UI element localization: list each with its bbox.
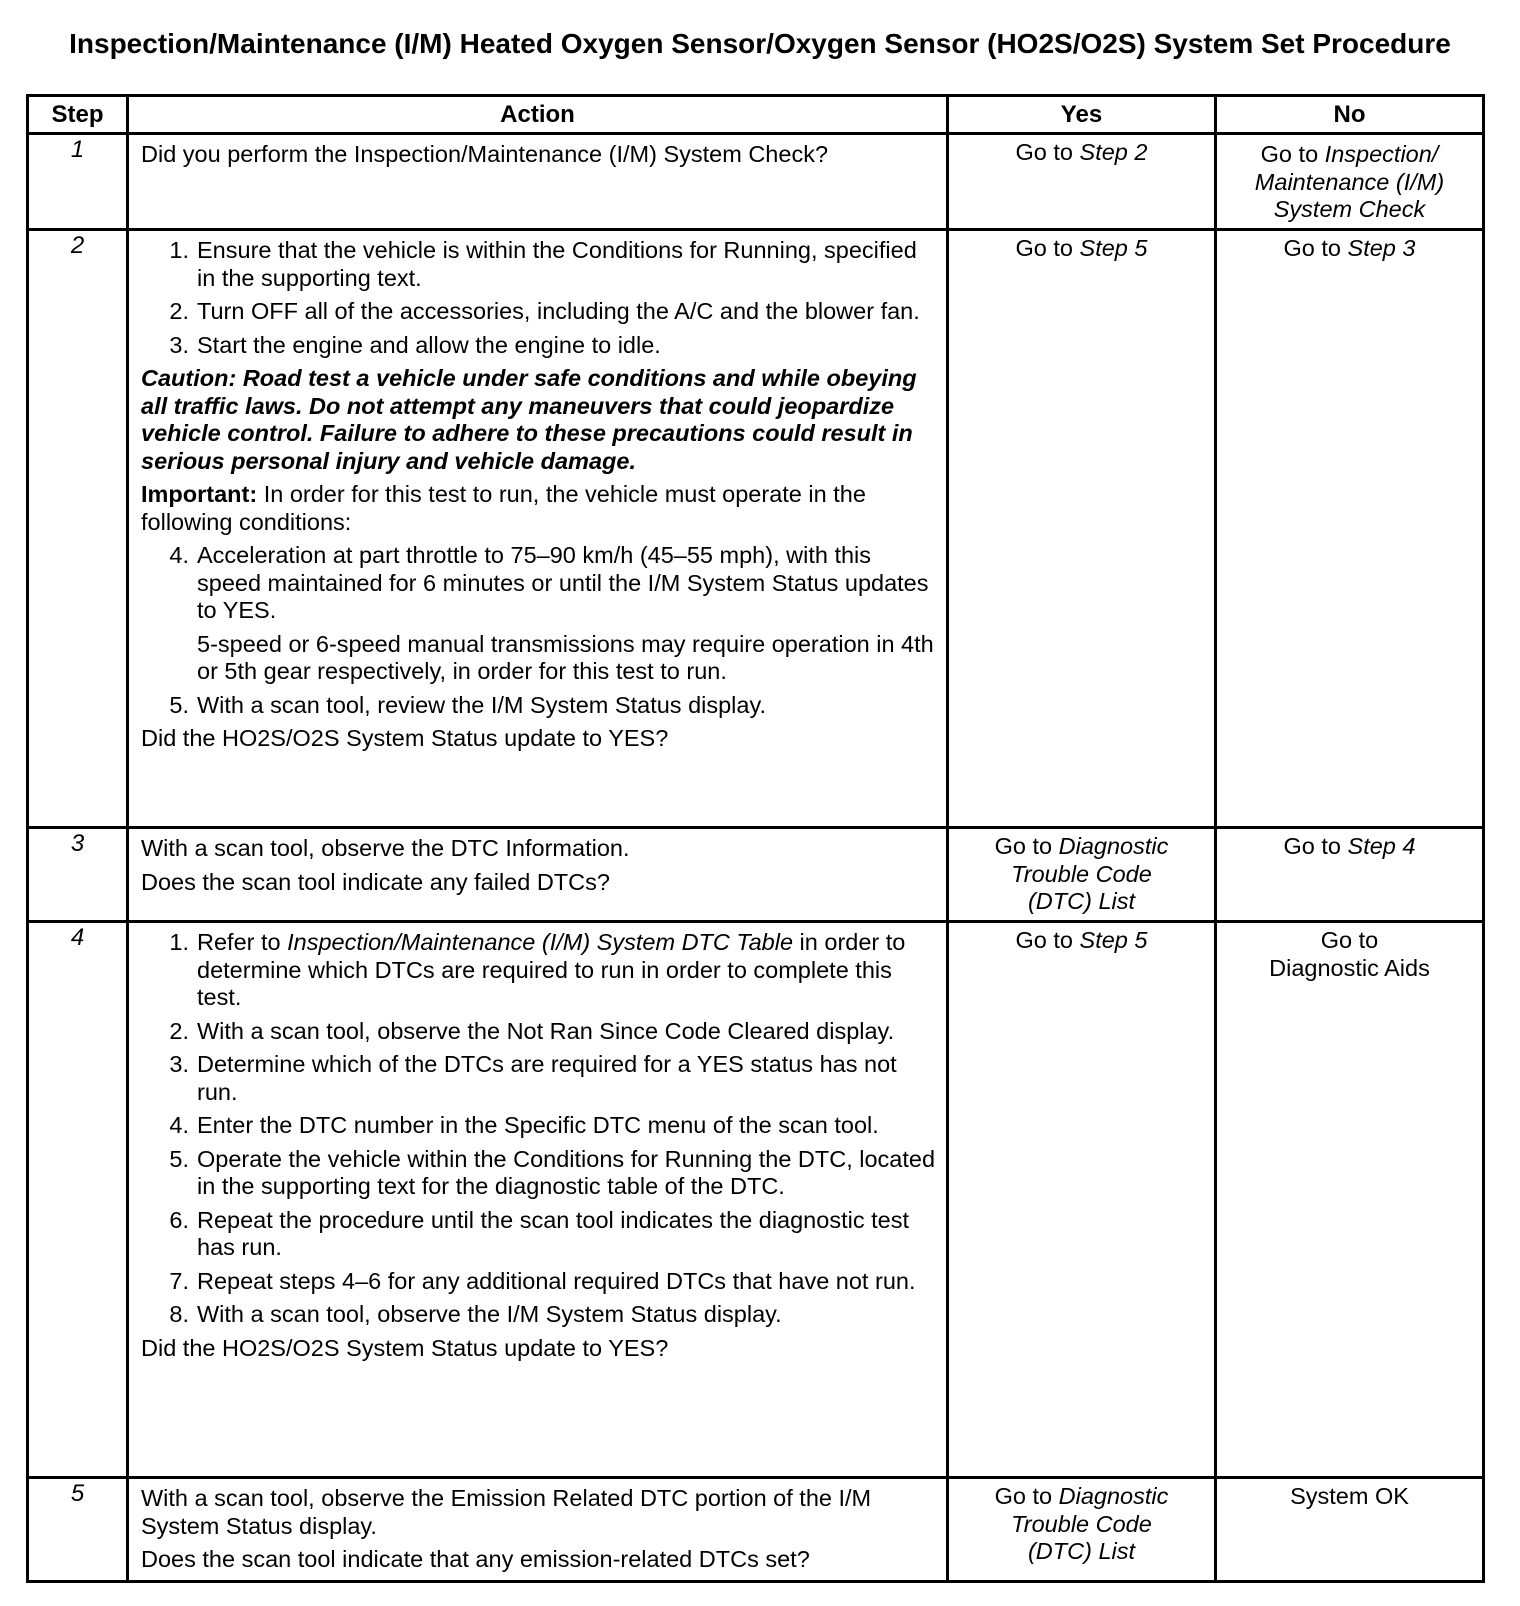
table-row — [28, 922, 1484, 1478]
list-item: 6. Repeat the procedure until the scan tool indicates the diagnostic test has run. — [169, 1206, 909, 1260]
action-cell — [128, 230, 948, 828]
system-ok-text: System OK — [1290, 1483, 1409, 1509]
yes-link-step-2[interactable]: Step 2 — [1079, 139, 1148, 165]
action-text: With a scan tool, observe the Emission Related DTC portion of the I/M System Status display. — [141, 1485, 872, 1539]
action-cell — [128, 922, 948, 1478]
step-question: Does the scan tool indicate that any emission-related DTCs set? — [141, 1546, 810, 1572]
step-question: Did the HO2S/O2S System Status update to YES? — [141, 1334, 669, 1361]
step-list — [141, 929, 938, 1329]
no-cell — [1216, 230, 1484, 828]
no-prefix: Go to — [1283, 235, 1348, 261]
no-cell — [1216, 922, 1484, 1478]
no-prefix: Go to — [1260, 141, 1325, 167]
step-list — [141, 542, 938, 625]
no-prefix: Go to — [1320, 927, 1379, 953]
list-item: 4. Enter the DTC number in the Specific DTC menu of the scan tool. — [169, 1112, 879, 1138]
step-question: Did you perform the Inspection/Maintenance (I/M) System Check? — [141, 141, 829, 167]
caution-text: Caution: Road test a vehicle under safe conditions and while obeying all traffic laws. Do not attempt any maneuvers that could jeopardize vehicle control. Failure to adhere to these precautions could result in serious personal injury and vehicle damage. — [141, 365, 917, 474]
no-cell — [1216, 1478, 1484, 1582]
step-question: Does the scan tool indicate any failed DTCs? — [141, 868, 610, 895]
step-number: 2 — [28, 230, 128, 828]
list-item: 2. Turn OFF all of the accessories, including the A/C and the blower fan. — [169, 298, 920, 324]
yes-prefix: Go to — [1015, 139, 1080, 165]
action-cell — [128, 828, 948, 922]
yes-cell — [948, 1478, 1216, 1582]
list-item: 1. Refer to Inspection/Maintenance (I/M) System DTC Table in order to determine which DTCs are required to run in order to complete this test. — [169, 929, 906, 1010]
table-header-row — [28, 96, 1484, 134]
page-title: Inspection/Maintenance (I/M) Heated Oxygen Sensor/Oxygen Sensor (HO2S/O2S) System Set Procedure — [69, 28, 1451, 59]
important-note — [141, 481, 938, 536]
yes-prefix: Go to — [1015, 235, 1080, 261]
table-row — [28, 1478, 1484, 1582]
header-yes: Yes — [948, 96, 1216, 134]
no-link-step-4[interactable]: Step 4 — [1347, 833, 1416, 859]
yes-link-dtc-list[interactable]: Diagnostic Trouble Code (DTC) List — [1011, 833, 1169, 914]
list-item: 4. Acceleration at part throttle to 75–90 km/h (45–55 mph), with this speed maintained for 6 minutes or until the I/M System Status updates to YES. — [169, 542, 929, 623]
no-cell — [1216, 134, 1484, 230]
step-number: 5 — [28, 1478, 128, 1582]
list-item: 7. Repeat steps 4–6 for any additional required DTCs that have not run. — [169, 1267, 916, 1294]
list-item: 1. Ensure that the vehicle is within the Conditions for Running, specified in the supporting text. — [169, 237, 917, 291]
step-question: Did the HO2S/O2S System Status update to YES? — [141, 725, 669, 751]
yes-link-step-5[interactable]: Step 5 — [1079, 235, 1148, 261]
action-cell — [128, 1478, 948, 1582]
yes-link-step-5[interactable]: Step 5 — [1079, 927, 1148, 953]
procedure-table — [26, 94, 1485, 1583]
action-text: With a scan tool, observe the DTC Information. — [141, 835, 630, 861]
important-text: In order for this test to run, the vehicle must operate in the following conditions: — [141, 481, 866, 535]
yes-cell — [948, 230, 1216, 828]
step-number: 3 — [28, 828, 128, 922]
yes-link-dtc-list[interactable]: Diagnostic Trouble Code (DTC) List — [1011, 1483, 1169, 1564]
list-item: 2. With a scan tool, observe the Not Ran Since Code Cleared display. — [169, 1017, 895, 1044]
no-prefix: Go to — [1283, 833, 1348, 859]
list-item: 5. Operate the vehicle within the Conditions for Running the DTC, located in the supporting text for the diagnostic table of the DTC. — [169, 1145, 936, 1199]
list-item: 3. Determine which of the DTCs are required for a YES status has not run. — [169, 1051, 897, 1105]
action-cell — [128, 134, 948, 230]
important-label: Important: — [141, 481, 258, 507]
header-step: Step — [28, 96, 128, 134]
header-no: No — [1216, 96, 1484, 134]
yes-cell — [948, 828, 1216, 922]
no-link-diagnostic-aids[interactable]: Diagnostic Aids — [1269, 954, 1430, 981]
transmission-note: 5-speed or 6-speed manual transmissions may require operation in 4th or 5th gear respectively, in order for this test to run. — [197, 630, 934, 684]
table-row — [28, 230, 1484, 828]
list-item: 3. Start the engine and allow the engine to idle. — [169, 331, 661, 358]
dtc-table-link[interactable]: Inspection/Maintenance (I/M) System DTC Table — [287, 929, 794, 955]
no-link-im-system-check[interactable]: Inspection/ Maintenance (I/M) System Check — [1254, 141, 1445, 222]
list-item: 5. With a scan tool, review the I/M System Status display. — [169, 691, 767, 718]
step-number: 1 — [28, 134, 128, 230]
step-list — [141, 237, 938, 359]
table-row — [28, 828, 1484, 922]
yes-prefix: Go to — [994, 833, 1059, 859]
yes-prefix: Go to — [1015, 927, 1080, 953]
yes-cell — [948, 134, 1216, 230]
list-item: 8. With a scan tool, observe the I/M System Status display. — [169, 1301, 782, 1327]
yes-cell — [948, 922, 1216, 1478]
table-row — [28, 134, 1484, 230]
step-list — [141, 692, 938, 720]
header-action: Action — [128, 96, 948, 134]
no-cell — [1216, 828, 1484, 922]
step-number: 4 — [28, 922, 128, 1478]
no-link-step-3[interactable]: Step 3 — [1347, 235, 1416, 261]
yes-prefix: Go to — [994, 1483, 1059, 1509]
